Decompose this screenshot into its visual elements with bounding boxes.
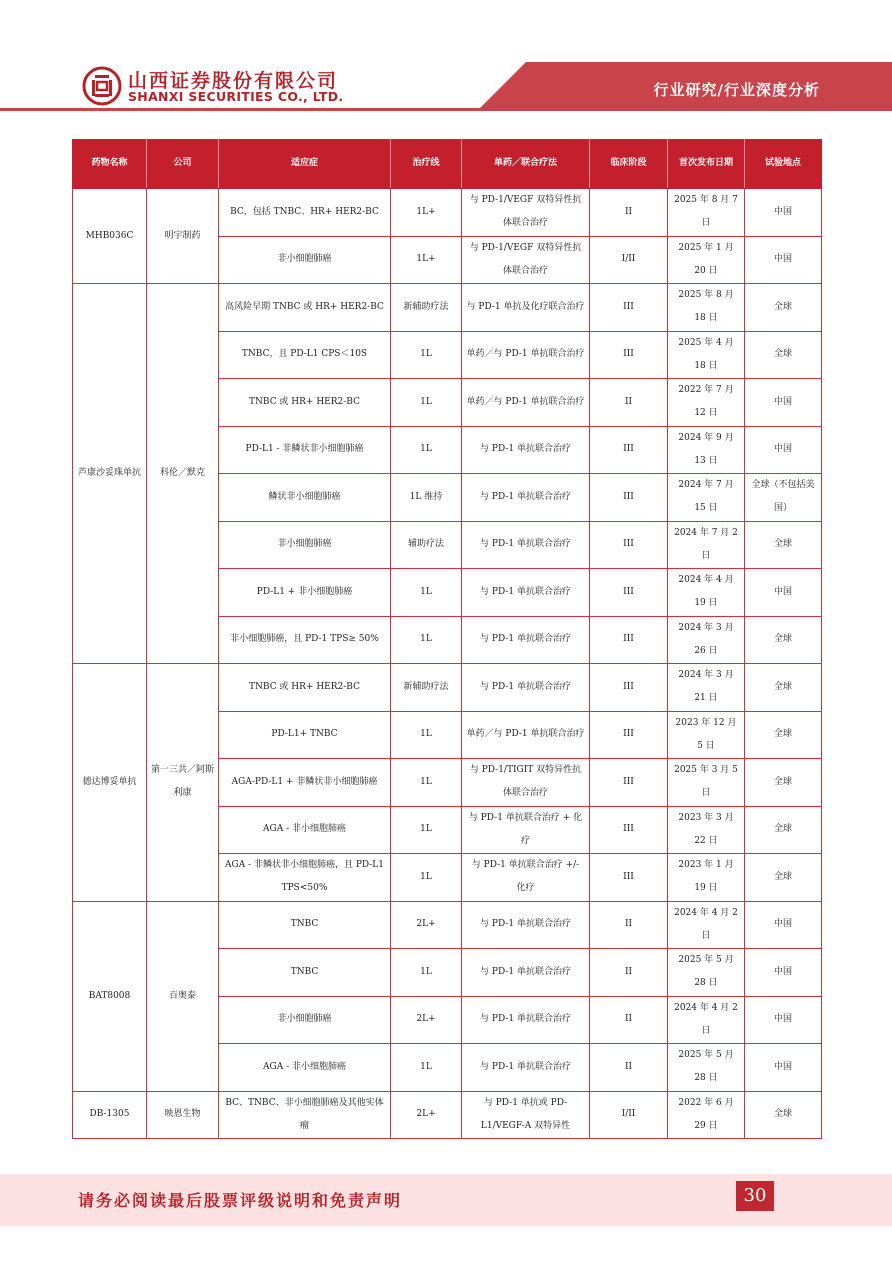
date-cell: 2024 年 3 月 26 日	[668, 616, 745, 664]
therapy-cell: 与 PD-1 单抗或 PD-L1/VEGF-A 双特异性	[462, 1091, 590, 1139]
company-cell: 科伦／默克	[147, 284, 219, 664]
phase-cell: II	[590, 189, 668, 237]
phase-cell: II	[590, 379, 668, 427]
date-cell: 2025 年 3 月 5 日	[668, 759, 745, 807]
line-cell: 1L	[391, 759, 462, 807]
phase-cell: III	[590, 806, 668, 854]
phase-cell: III	[590, 331, 668, 379]
indication-cell: 鳞状非小细胞肺癌	[219, 474, 391, 522]
site-cell: 全球	[745, 521, 822, 569]
site-cell: 全球	[745, 664, 822, 712]
site-cell: 中国	[745, 379, 822, 427]
column-header: 公司	[147, 140, 219, 189]
indication-cell: AGA-PD-L1 + 非鳞状非小细胞肺癌	[219, 759, 391, 807]
date-cell: 2024 年 7 月 15 日	[668, 474, 745, 522]
column-header: 单药／联合疗法	[462, 140, 590, 189]
site-cell: 中国	[745, 901, 822, 949]
indication-cell: PD-L1 + 非小细胞肺癌	[219, 569, 391, 617]
phase-cell: III	[590, 616, 668, 664]
line-cell: 2L+	[391, 996, 462, 1044]
line-cell: 新辅助疗法	[391, 664, 462, 712]
shanxi-securities-logo-icon	[82, 66, 122, 106]
indication-cell: AGA - 非鳞状非小细胞肺癌，且 PD-L1 TPS<50%	[219, 854, 391, 902]
line-cell: 1L	[391, 569, 462, 617]
site-cell: 全球	[745, 1091, 822, 1139]
date-cell: 2024 年 3 月 21 日	[668, 664, 745, 712]
phase-cell: III	[590, 521, 668, 569]
date-cell: 2025 年 1 月 20 日	[668, 236, 745, 284]
table-row	[73, 1091, 822, 1139]
line-cell: 1L	[391, 854, 462, 902]
phase-cell: III	[590, 664, 668, 712]
therapy-cell: 与 PD-1 单抗联合治疗	[462, 521, 590, 569]
site-cell: 中国	[745, 949, 822, 997]
line-cell: 1L	[391, 379, 462, 427]
site-cell: 全球	[745, 759, 822, 807]
line-cell: 1L	[391, 806, 462, 854]
date-cell: 2023 年 1 月 19 日	[668, 854, 745, 902]
company-name-en: SHANXI SECURITIES CO., LTD.	[128, 89, 344, 104]
indication-cell: TNBC	[219, 901, 391, 949]
table-row	[73, 901, 822, 949]
phase-cell: I/II	[590, 1091, 668, 1139]
therapy-cell: 与 PD-1/VEGF 双特异性抗体联合治疗	[462, 236, 590, 284]
therapy-cell: 与 PD-1 单抗联合治疗	[462, 1044, 590, 1092]
page-number: 30	[736, 1181, 774, 1211]
column-header: 临床阶段	[590, 140, 668, 189]
company-cell: 百奥泰	[147, 901, 219, 1091]
line-cell: 1L 维持	[391, 474, 462, 522]
phase-cell: III	[590, 759, 668, 807]
phase-cell: II	[590, 901, 668, 949]
date-cell: 2023 年 12 月 5 日	[668, 711, 745, 759]
line-cell: 1L	[391, 949, 462, 997]
indication-cell: 非小细胞肺癌，且 PD-1 TPS≥ 50%	[219, 616, 391, 664]
site-cell: 全球	[745, 711, 822, 759]
therapy-cell: 与 PD-1 单抗联合治疗 + 化疗	[462, 806, 590, 854]
column-header: 治疗线	[391, 140, 462, 189]
line-cell: 新辅助疗法	[391, 284, 462, 332]
indication-cell: 非小细胞肺癌	[219, 996, 391, 1044]
therapy-cell: 与 PD-1 单抗联合治疗	[462, 901, 590, 949]
therapy-cell: 单药／与 PD-1 单抗联合治疗	[462, 331, 590, 379]
indication-cell: PD-L1 - 非鳞状非小细胞肺癌	[219, 426, 391, 474]
line-cell: 2L+	[391, 901, 462, 949]
line-cell: 1L	[391, 616, 462, 664]
therapy-cell: 与 PD-1 单抗联合治疗	[462, 996, 590, 1044]
date-cell: 2023 年 3 月 22 日	[668, 806, 745, 854]
line-cell: 1L	[391, 426, 462, 474]
line-cell: 1L	[391, 331, 462, 379]
indication-cell: TNBC	[219, 949, 391, 997]
drug-name-cell: BAT8008	[73, 901, 147, 1091]
table-body	[73, 189, 822, 1139]
phase-cell: III	[590, 474, 668, 522]
site-cell: 全球	[745, 331, 822, 379]
table-row	[73, 284, 822, 332]
column-header: 试验地点	[745, 140, 822, 189]
site-cell: 全球	[745, 806, 822, 854]
indication-cell: 非小细胞肺癌	[219, 236, 391, 284]
header-divider	[0, 108, 892, 111]
indication-cell: 高风险早期 TNBC 或 HR+ HER2-BC	[219, 284, 391, 332]
date-cell: 2024 年 9 月 13 日	[668, 426, 745, 474]
drug-name-cell: 芦康沙妥珠单抗	[73, 284, 147, 664]
footer-disclaimer: 请务必阅读最后股票评级说明和免责声明	[78, 1191, 403, 1210]
therapy-cell: 与 PD-1 单抗联合治疗	[462, 426, 590, 474]
therapy-cell: 单药／与 PD-1 单抗联合治疗	[462, 711, 590, 759]
site-cell: 中国	[745, 996, 822, 1044]
column-header: 适应症	[219, 140, 391, 189]
therapy-cell: 与 PD-1 单抗联合治疗	[462, 949, 590, 997]
line-cell: 1L+	[391, 236, 462, 284]
page-header	[0, 0, 892, 112]
site-cell: 全球	[745, 616, 822, 664]
date-cell: 2024 年 4 月 2 日	[668, 996, 745, 1044]
date-cell: 2022 年 6 月 29 日	[668, 1091, 745, 1139]
indication-cell: TNBC 或 HR+ HER2-BC	[219, 379, 391, 427]
site-cell: 全球	[745, 284, 822, 332]
phase-cell: II	[590, 1044, 668, 1092]
therapy-cell: 与 PD-1 单抗联合治疗	[462, 569, 590, 617]
therapy-cell: 单药／与 PD-1 单抗联合治疗	[462, 379, 590, 427]
table-row	[73, 189, 822, 237]
site-cell: 中国	[745, 569, 822, 617]
phase-cell: II	[590, 949, 668, 997]
phase-cell: II	[590, 996, 668, 1044]
therapy-cell: 与 PD-1 单抗联合治疗	[462, 474, 590, 522]
drug-name-cell: 德达博妥单抗	[73, 664, 147, 902]
indication-cell: AGA - 非小细胞肺癌	[219, 1044, 391, 1092]
date-cell: 2025 年 5 月 28 日	[668, 1044, 745, 1092]
drug-trials-table	[72, 139, 822, 1139]
site-cell: 中国	[745, 1044, 822, 1092]
indication-cell: TNBC 或 HR+ HER2-BC	[219, 664, 391, 712]
drug-name-cell: MHB036C	[73, 189, 147, 284]
section-title: 行业研究/行业深度分析	[653, 81, 820, 99]
company-name-cn: 山西证券股份有限公司	[128, 70, 339, 92]
line-cell: 1L+	[391, 189, 462, 237]
therapy-cell: 与 PD-1/VEGF 双特异性抗体联合治疗	[462, 189, 590, 237]
site-cell: 中国	[745, 189, 822, 237]
drug-name-cell: DB-1305	[73, 1091, 147, 1139]
date-cell: 2025 年 8 月 18 日	[668, 284, 745, 332]
column-header: 药物名称	[73, 140, 147, 189]
phase-cell: III	[590, 711, 668, 759]
table-header-row	[73, 140, 822, 189]
indication-cell: BC、TNBC、非小细胞肺癌及其他实体瘤	[219, 1091, 391, 1139]
line-cell: 1L	[391, 1044, 462, 1092]
phase-cell: III	[590, 854, 668, 902]
indication-cell: 非小细胞肺癌	[219, 521, 391, 569]
date-cell: 2024 年 4 月 2 日	[668, 901, 745, 949]
indication-cell: BC，包括 TNBC、HR+ HER2-BC	[219, 189, 391, 237]
company-cell: 明宇制药	[147, 189, 219, 284]
therapy-cell: 与 PD-1/TIGIT 双特异性抗体联合治疗	[462, 759, 590, 807]
indication-cell: AGA - 非小细胞肺癌	[219, 806, 391, 854]
table-row	[73, 664, 822, 712]
therapy-cell: 与 PD-1 单抗联合治疗	[462, 664, 590, 712]
site-cell: 中国	[745, 236, 822, 284]
date-cell: 2024 年 7 月 2 日	[668, 521, 745, 569]
phase-cell: III	[590, 569, 668, 617]
site-cell: 全球	[745, 854, 822, 902]
indication-cell: PD-L1+ TNBC	[219, 711, 391, 759]
therapy-cell: 与 PD-1 单抗联合治疗 +/- 化疗	[462, 854, 590, 902]
phase-cell: III	[590, 284, 668, 332]
phase-cell: III	[590, 426, 668, 474]
site-cell: 全球（不包括美国）	[745, 474, 822, 522]
line-cell: 1L	[391, 711, 462, 759]
date-cell: 2025 年 8 月 7 日	[668, 189, 745, 237]
date-cell: 2025 年 5 月 28 日	[668, 949, 745, 997]
date-cell: 2024 年 4 月 19 日	[668, 569, 745, 617]
site-cell: 中国	[745, 426, 822, 474]
therapy-cell: 与 PD-1 单抗及化疗联合治疗	[462, 284, 590, 332]
phase-cell: I/II	[590, 236, 668, 284]
line-cell: 2L+	[391, 1091, 462, 1139]
indication-cell: TNBC，且 PD-L1 CPS＜10S	[219, 331, 391, 379]
company-cell: 第一三共／阿斯利康	[147, 664, 219, 902]
column-header: 首次发布日期	[668, 140, 745, 189]
therapy-cell: 与 PD-1 单抗联合治疗	[462, 616, 590, 664]
line-cell: 辅助疗法	[391, 521, 462, 569]
date-cell: 2025 年 4 月 18 日	[668, 331, 745, 379]
company-cell: 映恩生物	[147, 1091, 219, 1139]
date-cell: 2022 年 7 月 12 日	[668, 379, 745, 427]
